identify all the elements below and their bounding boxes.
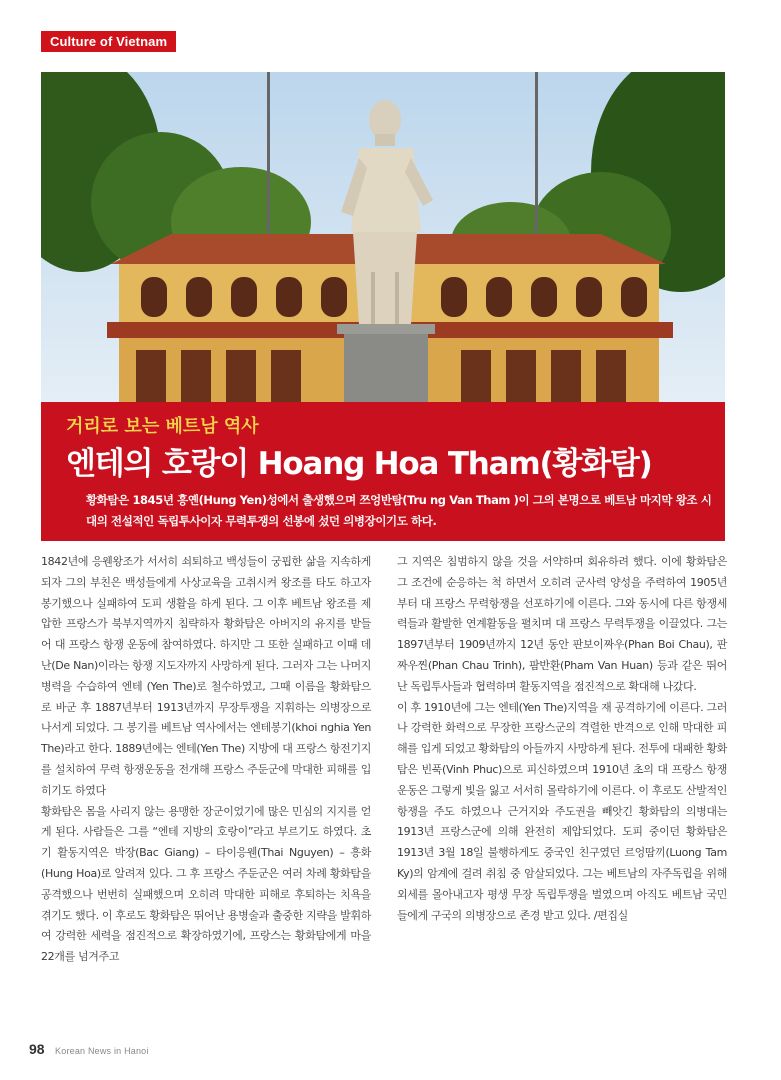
body-paragraph: 그 지역은 침범하지 않을 것을 서약하며 회유하려 했다. 이에 황화탐은 그 조건에 순응하는 척 하면서 오히려 군사력 양성을 주력하여 1905년부터 대 프랑스 무력항쟁을 선포하기에 이른다. 그와 동시에 다른 항쟁세력들과 활발한 연계활동을 펼치며 대 프랑스 무력투쟁을 이끌었다. 그는 1897년부터 1909년까지 12년 동안 판보이짜우(Phan Boi Chau), 판짜우찐(Phan Chau Trinh), 팜반환(Pham Van Huan) 등과 같은 뛰어난 독립투사들과 협력하며 활동지역을 점진적으로 확대해 나갔다. bbox=[397, 555, 727, 693]
section-tag: Culture of Vietnam bbox=[41, 31, 176, 52]
kicker: 거리로 보는 베트남 역사 bbox=[66, 416, 259, 437]
hero-photo bbox=[41, 72, 725, 402]
publication-name: Korean News in Hanoi bbox=[55, 1046, 149, 1056]
body-paragraph: 황화탐은 몸을 사리지 않는 용맹한 장군이었기에 많은 민심의 지지를 얻게 된다. 사람들은 그를 “엔테 지방의 호랑이”라고 부르기도 하였다. 초기 활동지역은 박장(Bac Giang) – 타이응웬(Thai Nguyen) – 흥화(Hung Hoa)로 알려져 있다. 그 후 프랑스 주둔군은 여러 차례 황화탐을 공격했으나 번번히 실패했으며 오히려 막대한 피해로 후퇴하는 치욕을 겪기도 했다. 이 후로도 황화탐은 뛰어난 용병술과 출중한 지략을 발휘하여 강력한 세력을 점진적으로 확장하였기에, 프랑스는 황화탐에게 마을 22개를 넘겨주고 bbox=[41, 804, 371, 964]
title-banner bbox=[41, 402, 725, 541]
page-footer bbox=[29, 1041, 149, 1059]
body-paragraph: 1842년에 응웬왕조가 서서히 쇠퇴하고 백성들이 궁핍한 삶을 지속하게 되자 그의 부친은 백성들에게 사상교육을 고취시켜 왕조를 타도 하고자 봉기했으나 실패하여 도피 생활을 하게 된다. 그 이후 베트남 왕조를 제압한 프랑스가 북부지역까지 침략하자 황화탐은 아버지의 유지를 받들어 대 프랑스 항쟁 운동에 참여하였다. 하지만 그 또한 실패하고 이때 데난(De Nan)이라는 항쟁 지도자까지 사망하게 된다. 그러자 그는 나머지 병력을 수습하여 엔테 (Yen The)로 철수하였고, 그때 이름을 황화탐으로 바군 후 1887년부터 1913년까지 무장투쟁을 지휘하는 의병장으로 나서게 되었다. 그 봉기를 베트남 역사에서는 엔테봉기(khoi nghia Yen The)라고 한다. 1889년에는 엔테(Yen The) 지방에 대 프랑스 항전기지를 설치하여 무력 항쟁운동을 전개해 프랑스 주둔군에 막대한 피해를 입히기도 하였다 bbox=[41, 555, 371, 797]
body-column-left bbox=[41, 552, 371, 968]
page-number: 98 bbox=[29, 1041, 45, 1057]
body-paragraph: 이 후 1910년에 그는 엔테(Yen The)지역을 재 공격하기에 이른다. 그러나 강력한 화력으로 무장한 프랑스군의 격렬한 반격으로 인해 막대한 피해를 입게 되었고 황화탐의 아들까지 사망하게 된다. 전투에 대패한 황화탐은 빈푹(Vinh Phuc)으로 피신하였으며 1910년 초의 대 프랑스 항쟁 운동은 그렇게 빛을 잃고 서서히 몰락하기에 이른다. 이 후로도 산발적인 항쟁을 주도 하였으나 근거지와 주도권을 빼앗긴 황화탐의 의병대는 1913년 프랑스군에 의해 완전히 제압되었다. 도피 중이던 황화탐은 1913년 3월 18일 불행하게도 중국인 친구였던 르엉땀끼(Luong Tam Ky)의 암계에 걸려 취침 중 암살되었다. 그는 베트남의 자주독립을 위해 외세를 몰아내고자 평생 무장 독립투쟁을 벌였으며 아직도 베트남 국민들에게 구국의 의병장으로 존경 받고 있다. /편집실 bbox=[397, 700, 727, 922]
article-title: 엔테의 호랑이 Hoang Hoa Tham(황화탐) bbox=[66, 446, 652, 482]
statue-photo-illustration bbox=[41, 72, 725, 402]
lead-paragraph: 황화탐은 1845년 흥옌(Hung Yen)성에서 출생했으며 쯔엉반탐(Tru ng Van Tham )이 그의 본명으로 베트남 마지막 왕조 시대의 전설적인 독립투사이자 무력투쟁의 선봉에 섰던 의병장이기도 하다. bbox=[86, 493, 712, 528]
body-column-right bbox=[397, 552, 727, 926]
